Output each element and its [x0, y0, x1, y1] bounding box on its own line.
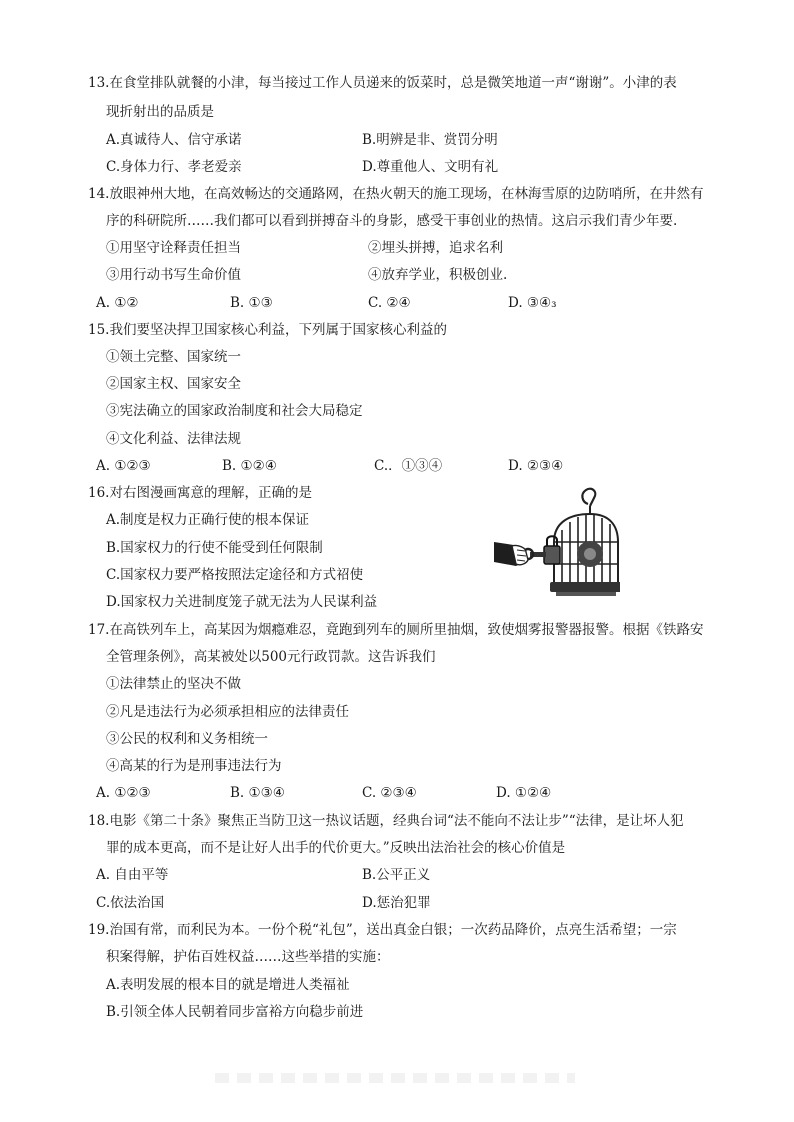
q15-option-c: C.．①③④: [374, 458, 443, 474]
q17-item-4: ④高某的行为是刑事违法行为: [106, 758, 282, 774]
q18-stem-line2: 罪的成本更高，而不是让好人出手的代价更大。”反映出法治社会的核心价值是: [106, 840, 566, 856]
q19-option-b: B.引领全体人民朝着同步富裕方向稳步前进: [106, 1004, 364, 1020]
q18-option-c: C.依法治国: [96, 895, 165, 911]
q16-option-b: B.国家权力的行使不能受到任何限制: [106, 540, 323, 556]
q16-option-c: C.国家权力要严格按照法定途径和方式祒使: [106, 567, 364, 583]
q13-stem-line1: 13.在食堂排队就餐的小津，每当接过工作人员递来的饭菜时，总是微笑地道一声“谢谢”。小津的表: [88, 75, 677, 91]
q17-stem-line2: 全管理条例》，高某被处以500元行政罚款。这告诉我们: [106, 649, 436, 665]
q18-stem-line1: 18.电影《第二十条》聚焦正当防卫这一热议话题，经典台词“法不能向不法让步”“法律，是让坏人犯: [88, 813, 684, 829]
q15-stem: 15.我们要坚决捍卫国家核心利益，下列属于国家核心利益的: [88, 322, 447, 338]
q14-item-2: ②埋头拼搏，追求名利: [368, 240, 503, 256]
q14-option-a: A. ①②: [96, 295, 139, 311]
q16-option-a: A.制度是权力正确行使的根本保证: [106, 512, 310, 528]
q13-option-b: B.明辨是非、赏罚分明: [362, 132, 498, 148]
q19-stem-line2: 积案得解，护佑百姓权益……这些举措的实施：: [106, 949, 390, 965]
q14-item-3: ③用行动书写生命价值: [106, 267, 241, 283]
q15-option-b: B. ①②④: [222, 458, 277, 474]
q13-stem-line2: 现折射出的品质是: [106, 104, 214, 120]
hand-locking-birdcage-icon: [490, 480, 620, 605]
q15-item-4: ④文化利益、法律法规: [106, 431, 241, 447]
q17-option-b: B. ①③④: [230, 785, 285, 801]
q13-option-d: D.尊重他人、文明有礼: [362, 159, 499, 175]
q16-stem: 16.对右图漫画寓意的理解，正确的是: [88, 485, 312, 501]
q17-item-3: ③公民的权利和义务相统一: [106, 731, 268, 747]
q17-item-2: ②凡是违法行为必须承担相应的法律责任: [106, 704, 349, 720]
q18-option-a: A. 自由平等: [96, 867, 169, 883]
faint-footer-mark: [215, 1073, 575, 1083]
q17-item-1: ①法律禁止的坚决不做: [106, 676, 241, 692]
q14-item-1: ①用坚守诠释责任担当: [106, 240, 241, 256]
q14-stem-line1: 14.放眼神州大地，在高效畅达的交通路网，在热火朝天的施工现场，在林海雪原的边防哨所，在井然有: [88, 186, 704, 202]
q15-item-3: ③宪法确立的国家政治制度和社会大局稳定: [106, 403, 363, 419]
q19-option-a: A.表明发展的根本目的就是增进人类福祉: [106, 977, 350, 993]
q14-option-d: D. ③④₃: [508, 295, 557, 311]
q18-option-b: B.公平正义: [362, 867, 431, 883]
q17-option-d: D. ①②④: [496, 785, 552, 801]
q15-option-d: D. ②③④: [508, 458, 564, 474]
q16-option-d: D.国家权力关进制度笼子就无法为人民谋利益: [106, 594, 378, 610]
q14-option-b: B. ①③: [230, 295, 273, 311]
q15-item-2: ②国家主权、国家安全: [106, 376, 241, 392]
q14-stem-line2: 序的科研院所……我们都可以看到拼搏奋斗的身影，感受干事创业的热情。这启示我们青少年要.: [106, 213, 678, 229]
q13-option-c: C.身体力行、孝老爱亲: [106, 159, 242, 175]
q19-stem-line1: 19.治国有常，而利民为本。一份个税“礼包”，送出真金白银；一次药品降价，点亮生活希望；一宗: [88, 922, 677, 938]
q17-option-c: C. ②③④: [362, 785, 417, 801]
q14-option-c: C. ②④: [368, 295, 411, 311]
q18-option-d: D.惩治犯罪: [362, 895, 431, 911]
q15-item-1: ①领土完整、国家统一: [106, 349, 241, 365]
q17-stem-line1: 17.在高铁列车上，高某因为烟瘾难忍，竟跑到列车的厕所里抽烟，致使烟雾报警器报警。根据《铁路安: [88, 622, 704, 638]
q17-option-a: A. ①②③: [96, 785, 151, 801]
q15-option-a: A. ①②③: [96, 458, 151, 474]
q13-option-a: A.真诚待人、信守承诺: [106, 132, 242, 148]
q14-item-4: ④放弃学业，积极创业.: [368, 267, 508, 283]
